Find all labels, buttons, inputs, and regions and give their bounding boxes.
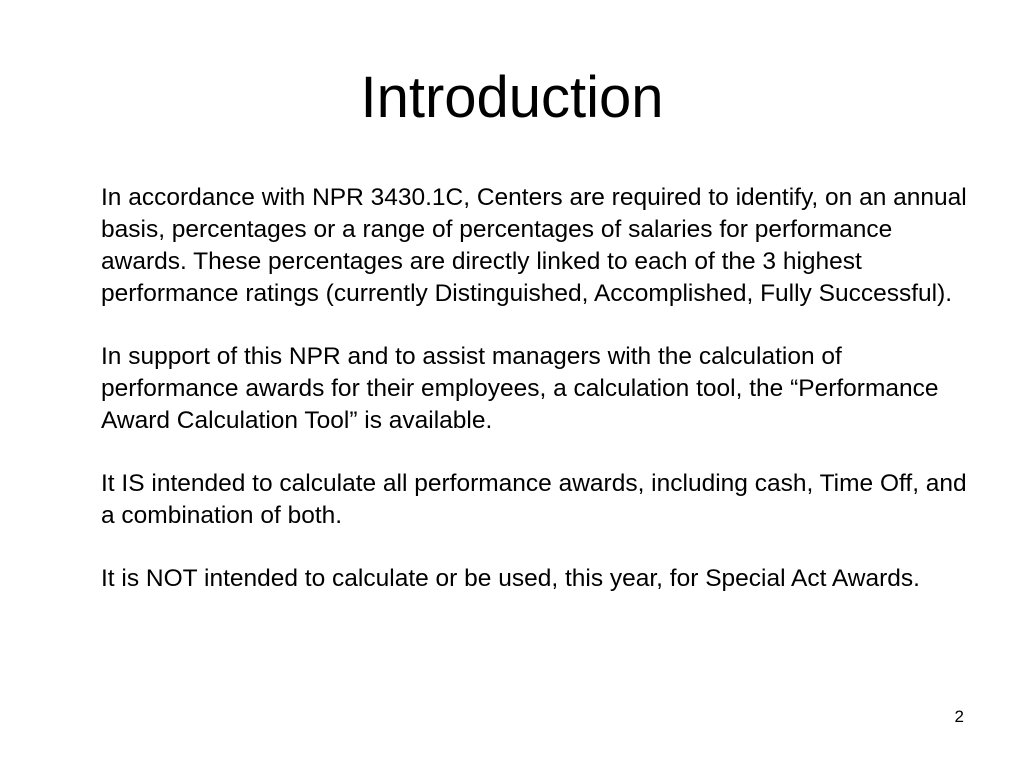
page-number: 2 xyxy=(954,707,964,726)
paragraph-not-intended-use: It is NOT intended to calculate or be used, this year, for Special Act Awards. xyxy=(101,565,920,592)
paragraph-npr-requirement: In accordance with NPR 3430.1C, Centers are required to identify, on an annual basis, percentages or a range of percentages of salaries for performance awards. These percentages are directly linked to each of the 3 highest performance ratings (currently Distinguished, Accomplished, Fully Successful). xyxy=(101,184,967,307)
paragraph-calculation-tool: In support of this NPR and to assist managers with the calculation of performance awards for their employees, a calculation tool, the “Performance Award Calculation Tool” is available. xyxy=(101,343,939,434)
paragraph-intended-use: It IS intended to calculate all performance awards, including cash, Time Off, and a combination of both. xyxy=(101,470,967,529)
slide-title: Introduction xyxy=(360,65,664,130)
slide-body xyxy=(101,182,981,595)
